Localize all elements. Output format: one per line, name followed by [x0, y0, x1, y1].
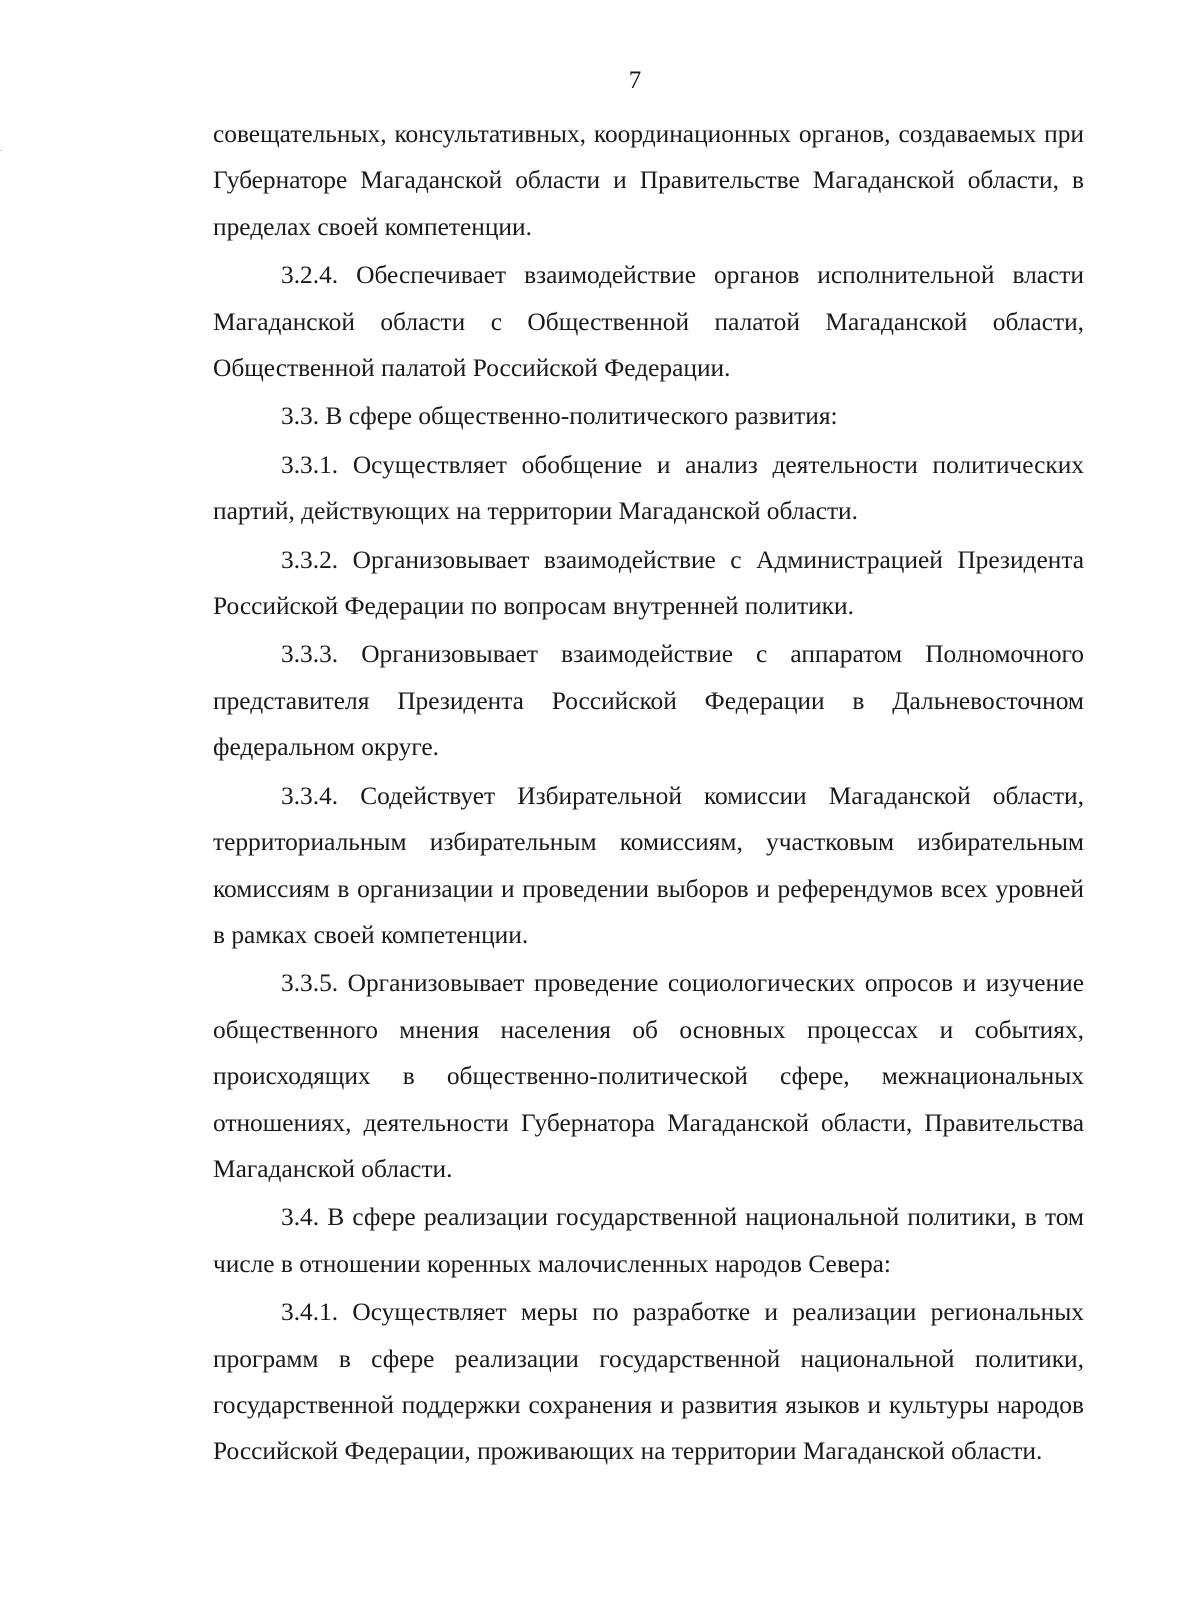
- paragraph-3-2-4: 3.2.4. Обеспечивает взаимодействие органов исполнительной власти Магаданской области с Общественной палатой Магаданской области, Общественной палатой Российской Федерации.: [213, 261, 1084, 383]
- document-body: [213, 111, 1084, 1475]
- scan-edge-mark: [0, 150, 2, 151]
- paragraph-3-3-1: 3.3.1. Осуществляет обобщение и анализ деятельности политических партий, действующих на территории Магаданской области.: [213, 450, 1084, 526]
- paragraph-3-3-3: 3.3.3. Организовывает взаимодействие с аппаратом Полномочного представителя Президента Российской Федерации в Дальневосточном федеральном округе.: [213, 640, 1084, 762]
- paragraph-3-3-heading: 3.3. В сфере общественно-политического развития:: [281, 402, 838, 431]
- paragraph-3-3-4: 3.3.4. Содействует Избирательной комиссии Магаданской области, территориальным избирательным комиссиям, участковым избирательным комиссиям в организации и проведении выборов и референдумов всех уровней в рамках своей компетенции.: [213, 781, 1084, 949]
- paragraph-continuation: совещательных, консультативных, координационных органов, создаваемых при Губернаторе Магаданской области и Правительстве Магаданской области, в пределах своей компетенции.: [213, 120, 1084, 241]
- page-number: 7: [628, 67, 642, 94]
- paragraph-3-4-1: 3.4.1. Осуществляет меры по разработке и реализации региональных программ в сфере реализации государственной национальной политики, государственной поддержки сохранения и развития языков и культуры народов Российской Федерации, проживающих на территории Магаданской области.: [213, 1298, 1084, 1466]
- paragraph-3-3-2: 3.3.2. Организовывает взаимодействие с Администрацией Президента Российской Федерации по вопросам внутренней политики.: [213, 545, 1084, 621]
- paragraph-3-4-heading: 3.4. В сфере реализации государственной национальной политики, в том числе в отношении коренных малочисленных народов Севера:: [213, 1203, 1084, 1278]
- paragraph-3-3-5: 3.3.5. Организовывает проведение социологических опросов и изучение общественного мнения населения об основных процессах и событиях, происходящих в общественно-политической сфере, межнациональных отношениях, деятельности Губернатора Магаданской области, Правительства Магаданской области.: [213, 969, 1084, 1183]
